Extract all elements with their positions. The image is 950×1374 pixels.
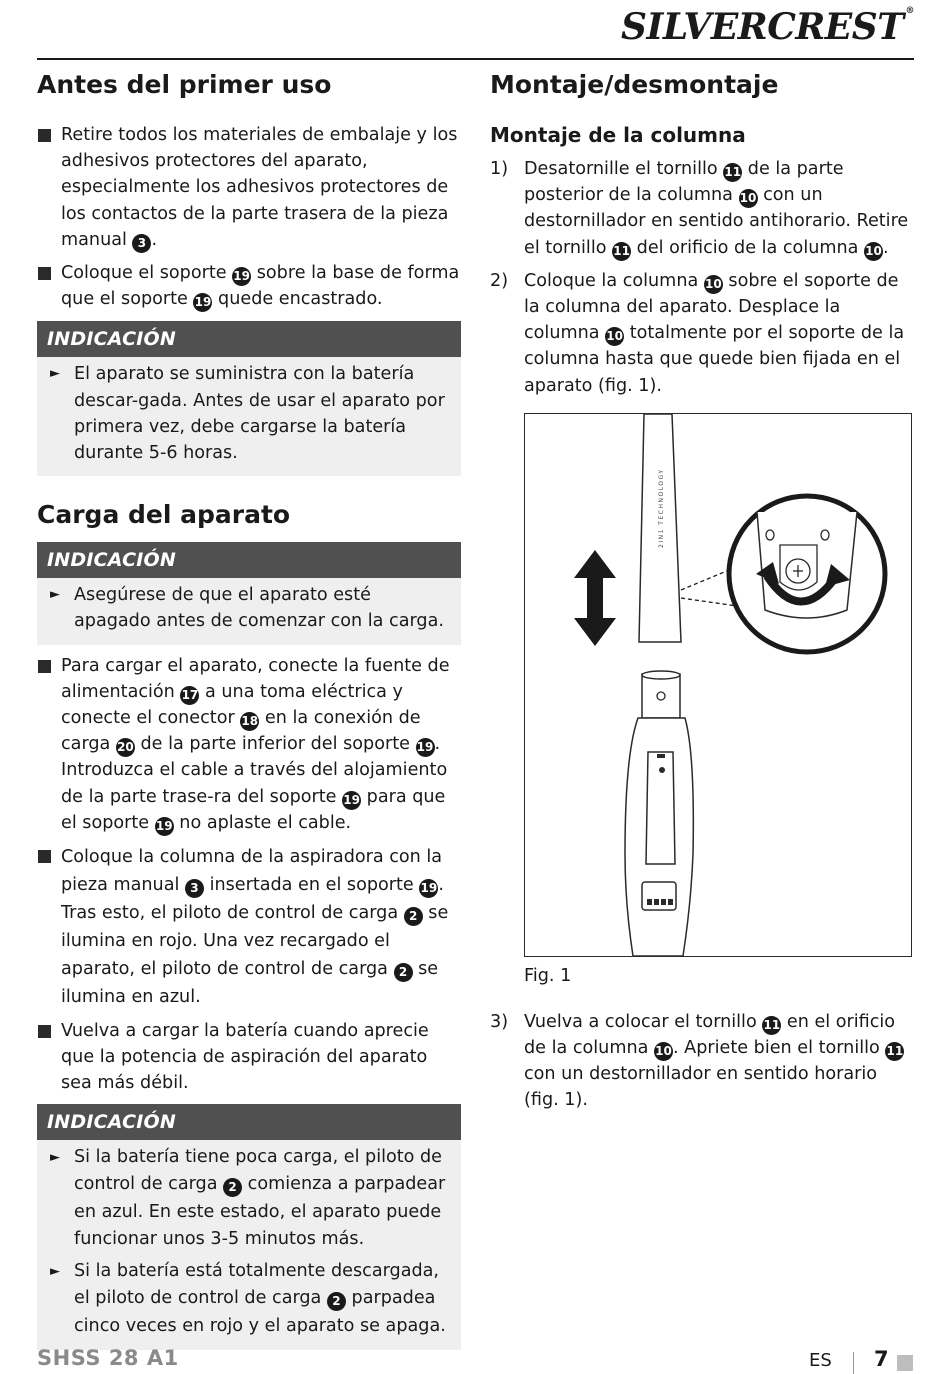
charging-list bbox=[37, 653, 461, 1097]
arrow-icon: ► bbox=[50, 1149, 60, 1165]
ref-number: 11 bbox=[612, 242, 631, 261]
ref-number: 3 bbox=[185, 879, 204, 898]
section-title-charging: Carga del aparato bbox=[37, 500, 291, 530]
ref-number: 19 bbox=[416, 738, 435, 757]
ref-number: 10 bbox=[704, 275, 723, 294]
section-title-first-use: Antes del primer uso bbox=[37, 70, 332, 99]
list-item: Vuelva a cargar la batería cuando aprecie que la potencia de aspiración del aparato sea más débil. bbox=[37, 1018, 461, 1097]
ref-number: 11 bbox=[885, 1042, 904, 1061]
ref-number: 10 bbox=[605, 327, 624, 346]
note-heading: INDICACIÓN bbox=[37, 1104, 461, 1140]
arrow-icon: ► bbox=[50, 587, 60, 603]
ref-number: 2 bbox=[327, 1292, 346, 1311]
vacuum-assembly-drawing bbox=[525, 414, 911, 956]
step-item: 2) Coloque la columna 10 sobre el soporte de la columna del aparato. Desplace la columna 10 totalmente por el soporte de la columna hasta que quede bien fijada en el aparato (fig. 1). bbox=[490, 270, 905, 396]
handheld-body bbox=[625, 671, 693, 956]
brand-logo: SILVERCREST ® bbox=[621, 6, 914, 48]
section-title-assembly: Montaje/desmontaje bbox=[490, 70, 779, 99]
ref-number: 10 bbox=[654, 1042, 673, 1061]
figure-caption: Fig. 1 bbox=[524, 965, 572, 986]
footer-model-number: SHSS 28 A1 bbox=[37, 1346, 179, 1370]
footer-page-number: 7 bbox=[874, 1347, 889, 1371]
ref-number: 2 bbox=[223, 1178, 242, 1197]
note-item: ► Asegúrese de que el aparato esté apagado antes de comenzar con la carga. bbox=[49, 582, 449, 634]
tube-label: 2IN1 TECHNOLOGY bbox=[658, 468, 665, 548]
bullet-square-icon bbox=[38, 850, 51, 863]
bullet-square-icon bbox=[38, 1025, 51, 1038]
ref-number: 17 bbox=[180, 686, 199, 705]
note-item: ► El aparato se suministra con la batería descar-gada. Antes de usar el aparato por primera vez, debe cargarse la batería durante 5-6 horas. bbox=[49, 361, 449, 466]
list-item: Para cargar el aparato, conecte la fuente de alimentación 17 a una toma eléctrica y conecte el conector 18 en la conexión de carga 20 de la parte inferior del soporte 19. Introduzca el cable a través del alojamiento de la parte trase-ra del soporte 19 para que el soporte 19 no aplaste el cable. bbox=[37, 653, 461, 836]
ref-number: 19 bbox=[193, 293, 212, 312]
list-item: Coloque el soporte 19 sobre la base de forma que el soporte 19 quede encastrado. bbox=[37, 260, 461, 312]
ref-number: 11 bbox=[723, 163, 742, 182]
step-item: 3) Vuelva a colocar el tornillo 11 en el orificio de la columna 10. Apriete bien el tornillo 11 con un destornillador en sentido horario (fig. 1). bbox=[490, 1011, 904, 1111]
ref-number: 11 bbox=[762, 1016, 781, 1035]
note-box bbox=[37, 1104, 461, 1351]
ref-number: 19 bbox=[232, 267, 251, 286]
footer-divider bbox=[853, 1352, 854, 1374]
footer-language: ES bbox=[809, 1350, 832, 1371]
ref-number: 19 bbox=[342, 791, 361, 810]
list-item: Retire todos los materiales de embalaje y los adhesivos protectores del aparato, especialmente los adhesivos protectores de los contactos de la parte trasera de la pieza manual 3 . bbox=[37, 122, 461, 253]
double-arrow-icon bbox=[574, 550, 616, 646]
note-heading: INDICACIÓN bbox=[37, 542, 461, 578]
note-item: ► Si la batería tiene poca carga, el piloto de control de carga 2 comienza a parpadear en azul. En este estado, el aparato puede funcionar unos 3-5 minutos más. bbox=[49, 1144, 449, 1254]
subsection-title-column: Montaje de la columna bbox=[490, 123, 746, 147]
note-heading: INDICACIÓN bbox=[37, 321, 461, 357]
ref-number: 2 bbox=[394, 963, 413, 982]
footer-square-icon bbox=[897, 1355, 913, 1371]
left-column bbox=[37, 60, 461, 1350]
ref-number: 3 bbox=[132, 234, 151, 253]
bullet-square-icon bbox=[38, 660, 51, 673]
bullet-square-icon bbox=[38, 267, 51, 280]
ref-number: 10 bbox=[864, 242, 883, 261]
right-column bbox=[490, 60, 914, 1121]
ref-number: 19 bbox=[419, 879, 438, 898]
list-item: Coloque la columna de la aspiradora con la pieza manual 3 insertada en el soporte 19. Tras esto, el piloto de control de carga 2 se ilumina en rojo. Una vez recargado el aparato, el piloto de control de carga 2 se ilumina en azul. bbox=[37, 843, 461, 1011]
figure-1-illustration bbox=[524, 413, 912, 957]
ref-number: 10 bbox=[739, 189, 758, 208]
first-use-list bbox=[37, 122, 461, 312]
ref-number: 18 bbox=[240, 712, 259, 731]
bullet-square-icon bbox=[38, 129, 51, 142]
step-item: 1) Desatornille el tornillo 11 de la parte posterior de la columna 10 con un destornillador en sentido antihorario. Retire el tornillo 11 del orificio de la columna 10. bbox=[490, 156, 914, 261]
arrow-icon: ► bbox=[50, 1263, 60, 1279]
note-item: ► Si la batería está totalmente descargada, el piloto de control de carga 2 parpadea cinco veces en rojo y el aparato se apaga. bbox=[49, 1258, 449, 1341]
screw-detail-magnifier bbox=[729, 496, 885, 652]
note-box bbox=[37, 542, 461, 644]
note-box bbox=[37, 321, 461, 476]
arrow-icon: ► bbox=[50, 366, 60, 382]
ref-number: 19 bbox=[155, 817, 174, 836]
assembly-steps-continued bbox=[490, 1009, 914, 1114]
ref-number: 2 bbox=[404, 907, 423, 926]
ref-number: 20 bbox=[116, 738, 135, 757]
assembly-steps bbox=[490, 156, 914, 399]
